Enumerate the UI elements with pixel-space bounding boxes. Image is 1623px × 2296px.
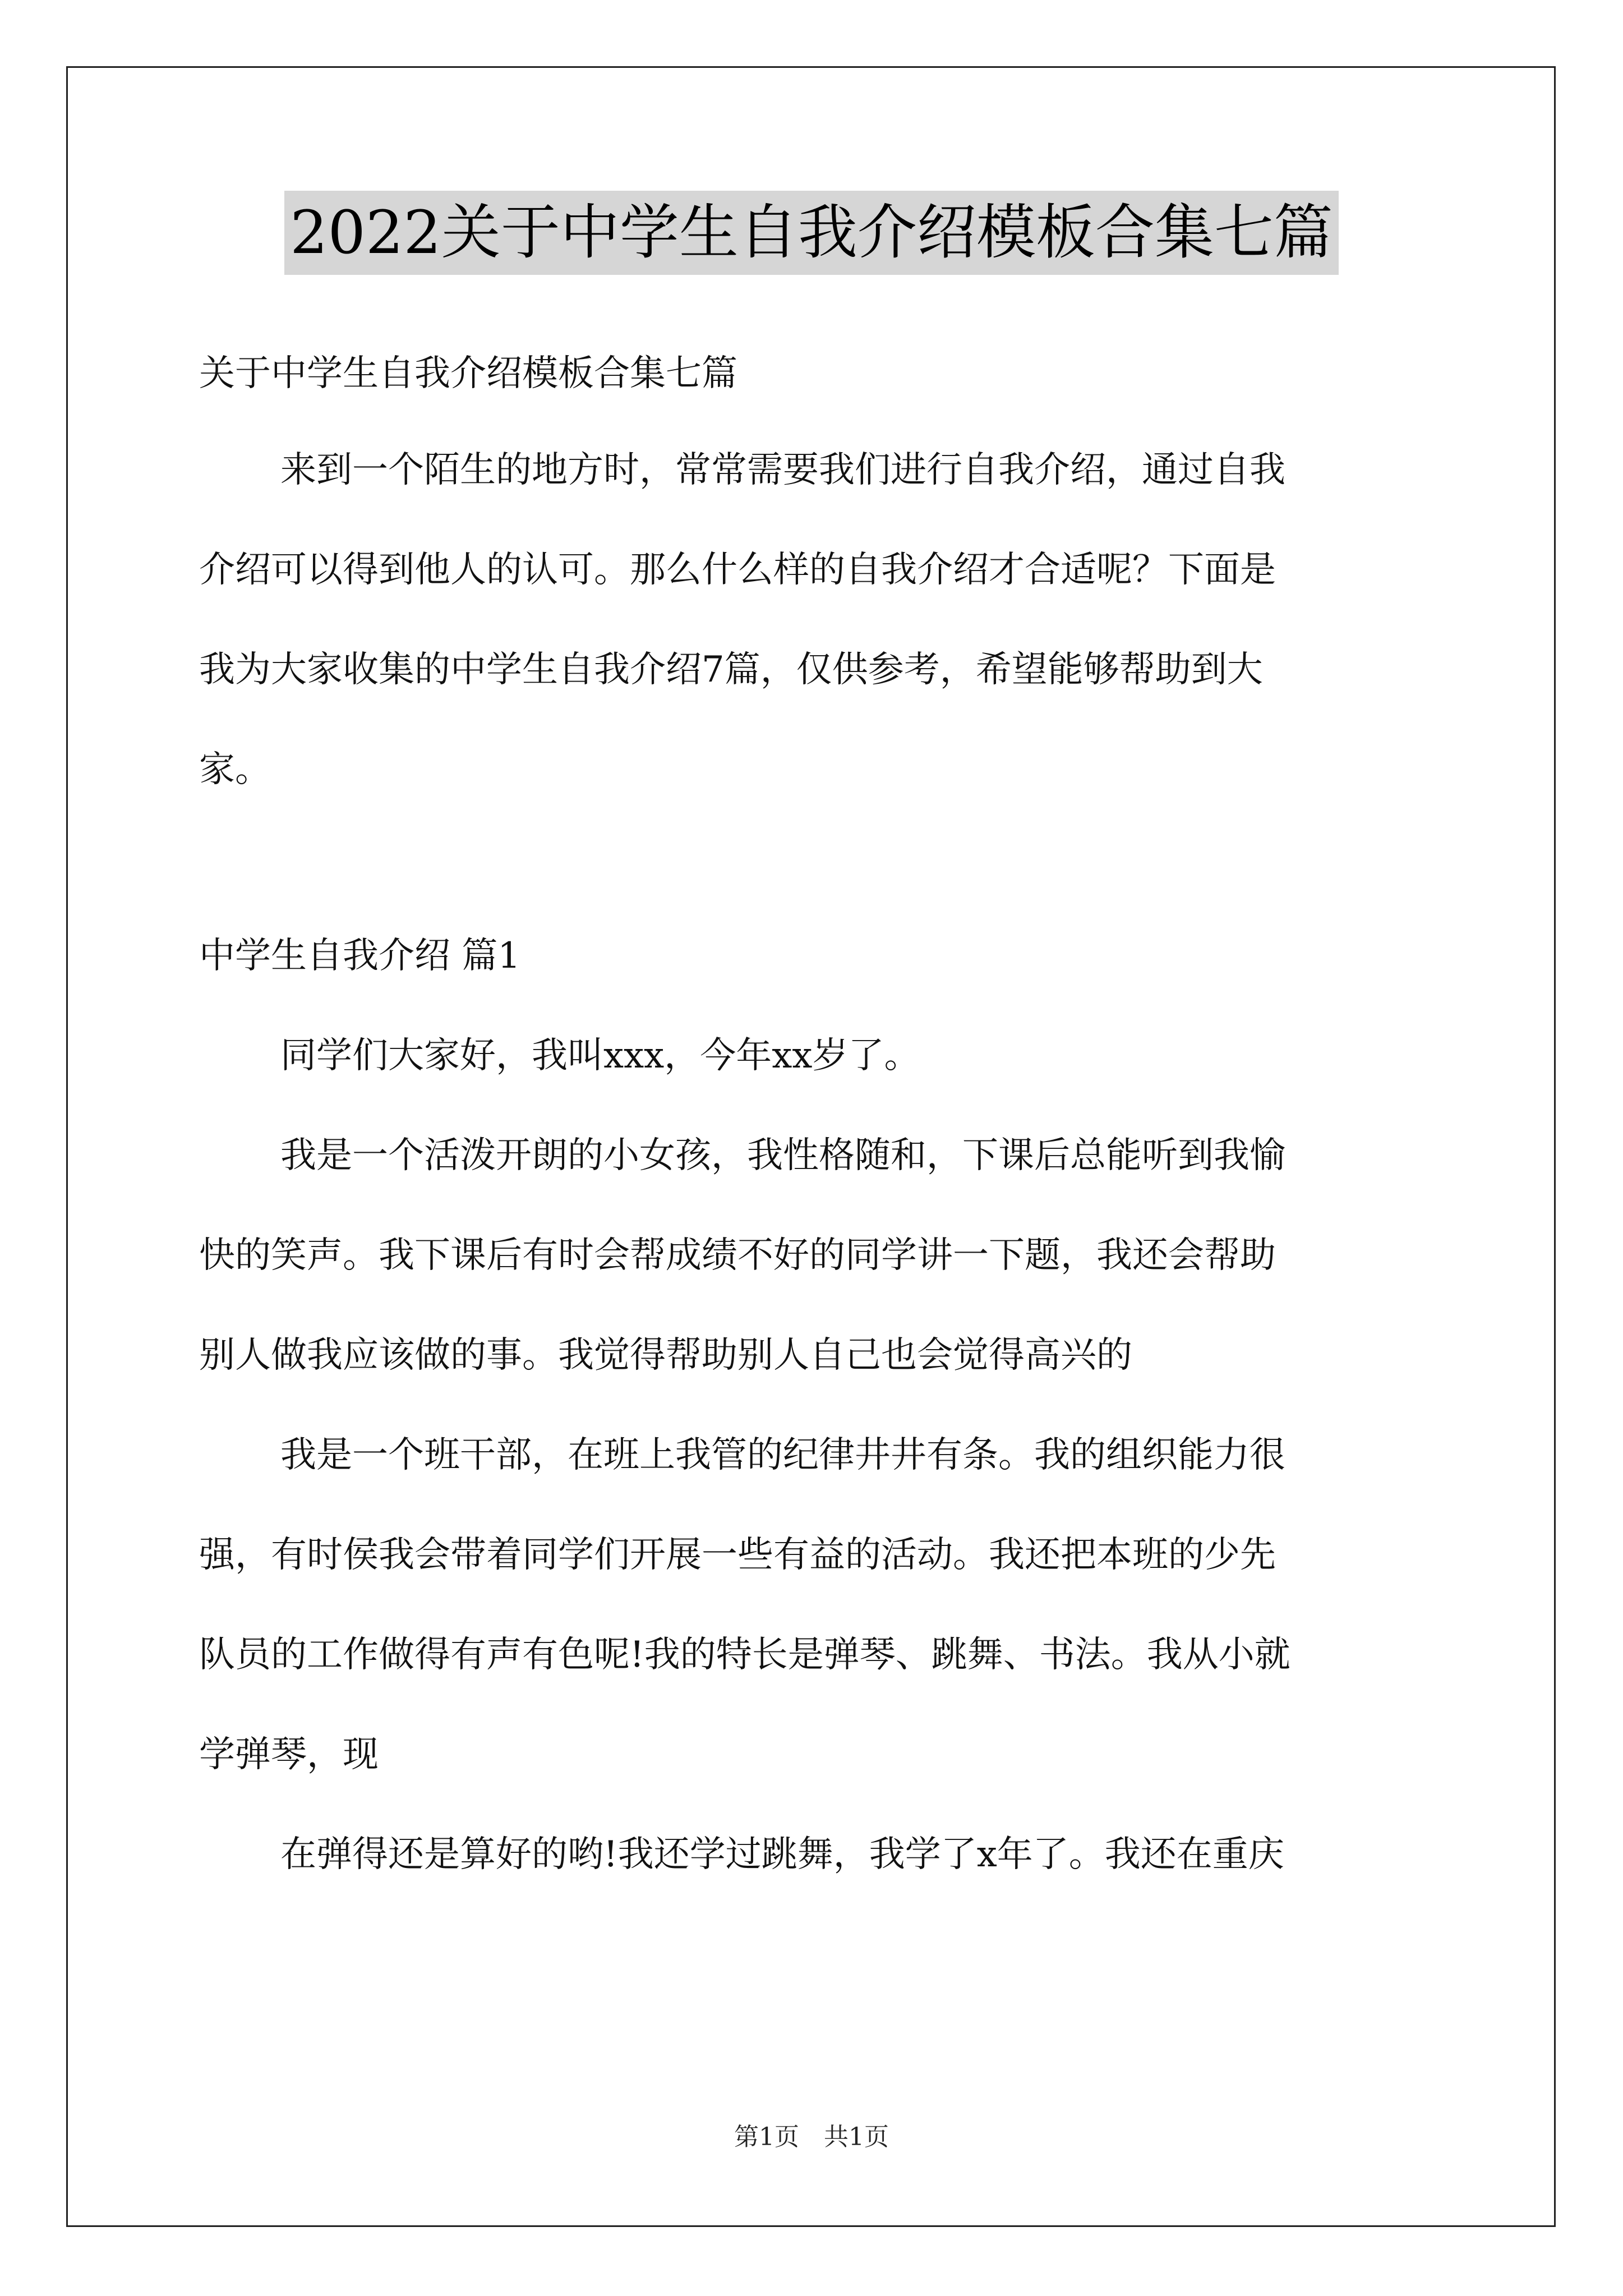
paragraph-line: 我是一个班干部，在班上我管的纪律井井有条。我的组织能力很 [280, 1434, 1285, 1476]
paragraph-line: 我是一个活泼开朗的小女孩，我性格随和，下课后总能听到我愉 [280, 1135, 1285, 1176]
section-heading: 中学生自我介绍 篇1 [199, 935, 521, 977]
section-paragraph-3 [199, 1429, 1427, 1780]
paragraph-line: 学弹琴，现 [199, 1734, 379, 1775]
paragraph-line: 强，有时侯我会带着同学们开展一些有益的活动。我还把本班的少先 [199, 1534, 1276, 1576]
intro-line: 来到一个陌生的地方时，常常需要我们进行自我介绍，通过自我 [280, 449, 1285, 491]
page-footer: 第1页 共1页 [734, 2123, 889, 2151]
intro-line: 介绍可以得到他人的认可。那么什么样的自我介绍才合适呢？下面是 [199, 549, 1276, 591]
paragraph-line: 队员的工作做得有声有色呢!我的特长是弹琴、跳舞、书法。我从小就 [199, 1634, 1290, 1676]
document-title: 2022关于中学生自我介绍模板合集七篇 [284, 191, 1339, 275]
title-container [0, 191, 1623, 275]
intro-paragraph [199, 444, 1427, 795]
document-body [199, 314, 1427, 1880]
intro-line: 我为大家收集的中学生自我介绍7篇，仅供参考，希望能够帮助到大 [199, 649, 1263, 691]
section-paragraph-1: 同学们大家好，我叫xxx，今年xx岁了。 [280, 1035, 920, 1076]
document-subtitle: 关于中学生自我介绍模板合集七篇 [199, 353, 737, 394]
section-paragraph-4: 在弹得还是算好的哟!我还学过跳舞，我学了x年了。我还在重庆 [280, 1834, 1284, 1875]
section-paragraph-2 [199, 1130, 1427, 1381]
paragraph-line: 别人做我应该做的事。我觉得帮助别人自己也会觉得高兴的 [199, 1335, 1132, 1376]
paragraph-line: 快的笑声。我下课后有时会帮成绩不好的同学讲一下题，我还会帮助 [199, 1235, 1276, 1276]
intro-line: 家。 [199, 749, 271, 790]
